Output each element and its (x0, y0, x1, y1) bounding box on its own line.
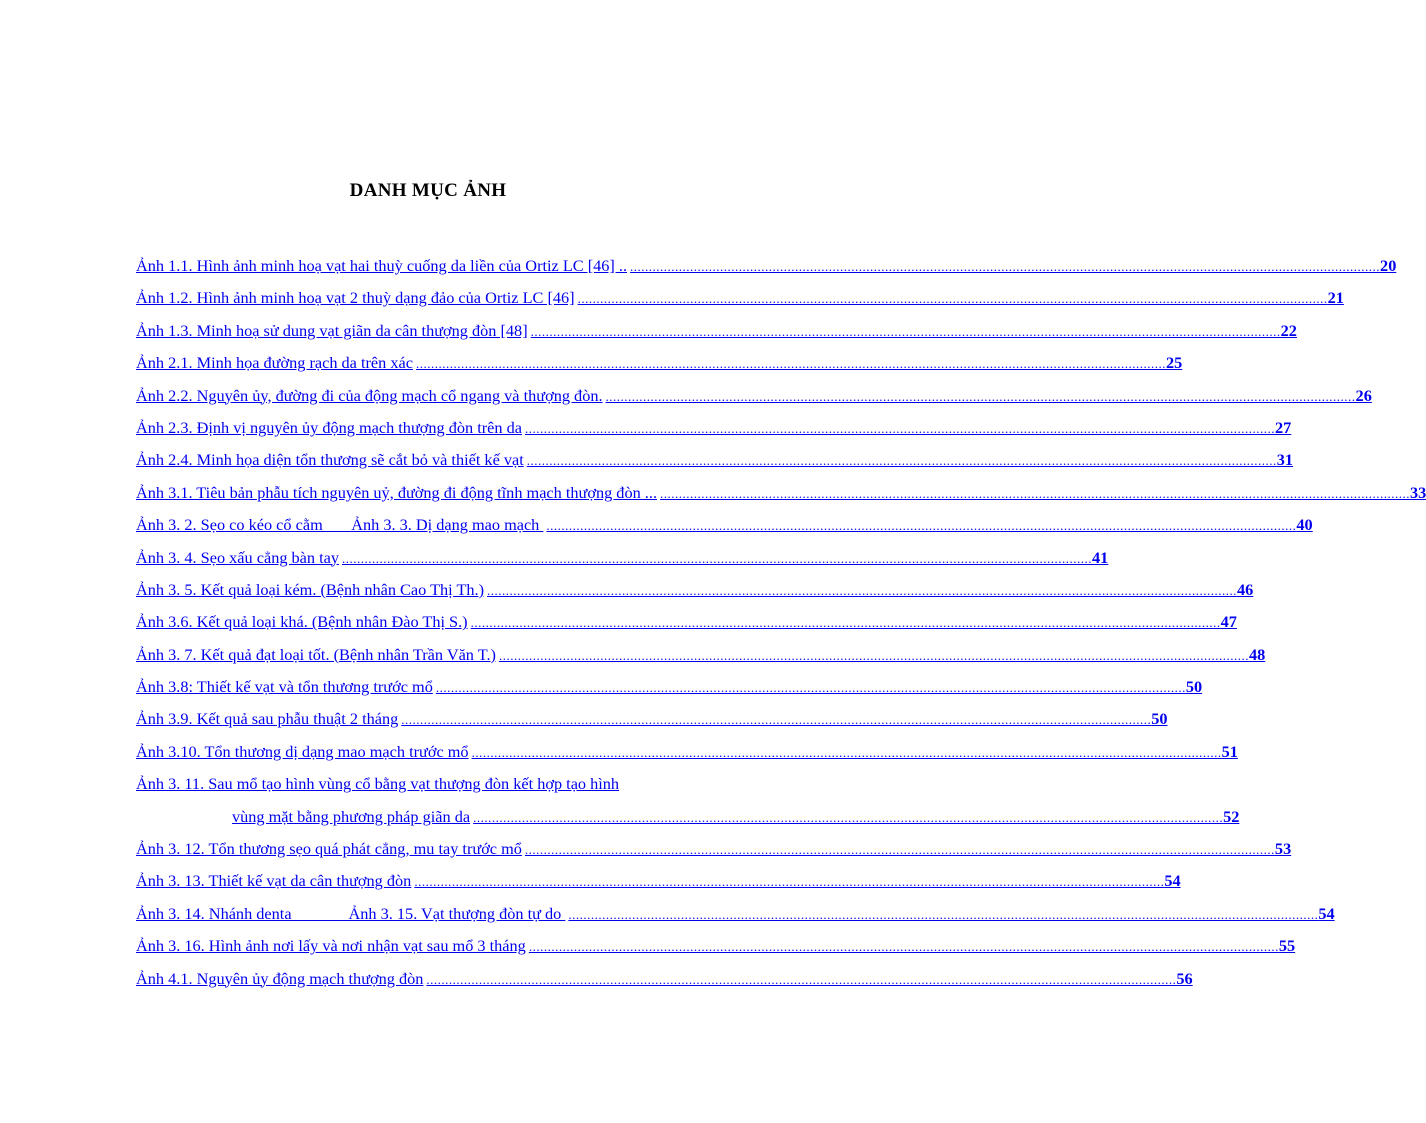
toc-entry-1-2[interactable] (136, 284, 1344, 316)
entry-text: Ảnh 3.6. Kết quả loại khá. (Bệnh nhân Đào Thị S.) (136, 612, 468, 632)
entry-text: Ảnh 3. 16. Hình ảnh nơi lấy và nơi nhận vạt sau mổ 3 tháng (136, 936, 526, 956)
entry-text: Ảnh 3. 11. Sau mổ tạo hình vùng cổ bằng vạt thượng đòn kết hợp tạo hình (136, 774, 620, 794)
entry-page: 50 (1185, 677, 1203, 697)
toc-entry-3-8[interactable] (136, 673, 1203, 705)
leader-dots: ........................................................................................................................................................................................................ (342, 550, 1093, 566)
leader-dots: ........................................................................................................................................................................................................ (530, 323, 1281, 339)
leader-dots: ........................................................................................................................................................................................................ (660, 485, 1411, 501)
entry-text: Ảnh 3.9. Kết quả sau phẫu thuật 2 tháng (136, 709, 399, 729)
entry-text: Ảnh 2.3. Định vị nguyên ủy động mạch thượng đòn trên da (136, 417, 522, 437)
leader-dots: ........................................................................................................................................................................................................ (487, 582, 1238, 598)
toc-entry-3-2[interactable] (136, 511, 1313, 543)
leader-dots: ........................................................................................................................................................................................................ (605, 388, 1356, 404)
entry-page: 54 (1164, 871, 1181, 891)
entry-page: 25 (1165, 353, 1183, 373)
entry-text: Ảnh 1.1. Hình ảnh minh hoạ vạt hai thuỳ cuống da liền của Ortiz LC [46] .. (136, 256, 628, 275)
toc-entry-3-13[interactable] (136, 867, 1181, 899)
entry-text: Ảnh 2.1. Minh họa đường rạch da trên xác (136, 353, 413, 373)
toc-entry-3-7[interactable] (136, 641, 1266, 673)
leader-dots: ........................................................................................................................................................................................................ (470, 615, 1221, 631)
page-title: DANH MỤC ẢNH (349, 180, 507, 201)
entry-text: Ảnh 1.2. Hình ảnh minh hoạ vạt 2 thuỳ dạng đảo của Ortiz LC [46] (136, 288, 575, 308)
entry-page: 26 (1355, 385, 1372, 405)
leader-dots: ........................................................................................................................................................................................................ (524, 842, 1275, 858)
leader-dots: ........................................................................................................................................................................................................ (524, 420, 1275, 436)
entry-text: Ảnh 3. 2. Sẹo co kéo cổ cằm Ảnh 3. 3. Dị dạng mao mạch (136, 515, 544, 535)
entry-page: 27 (1274, 417, 1292, 437)
leader-dots: ........................................................................................................................................................................................................ (568, 906, 1319, 922)
entry-page: 53 (1274, 839, 1292, 859)
entry-page: 55 (1278, 936, 1296, 956)
leader-dots: ........................................................................................................................................................................................................ (426, 971, 1177, 987)
leader-dots: ........................................................................................................................................................................................................ (415, 356, 1166, 372)
leader-dots: ........................................................................................................................................................................................................ (630, 259, 1381, 274)
toc-entry-3-6[interactable] (136, 608, 1237, 640)
toc-entry-1-3[interactable] (136, 317, 1297, 349)
entry-text: vùng mặt bằng phương pháp giãn da (232, 806, 471, 826)
leader-dots: ........................................................................................................................................................................................................ (498, 647, 1249, 663)
entry-text: Ảnh 3. 13. Thiết kế vạt da cân thượng đòn (136, 871, 412, 891)
entry-text: Ảnh 3. 5. Kết quả loại kém. (Bệnh nhân Cao Thị Th.) (136, 579, 485, 599)
entry-page: 56 (1176, 968, 1193, 988)
entry-page: 33 (1410, 482, 1426, 502)
entry-text: Ảnh 2.4. Minh họa diện tổn thương sẽ cắt bỏ và thiết kế vạt (136, 450, 524, 470)
entry-page: 48 (1248, 644, 1266, 664)
entry-page: 40 (1296, 515, 1313, 535)
entry-text: Ảnh 2.2. Nguyên ủy, đường đi của động mạch cổ ngang và thượng đòn. (136, 385, 603, 405)
toc-entry-2-4[interactable] (136, 446, 1294, 478)
entry-page: 31 (1276, 450, 1294, 470)
toc-entry-2-3[interactable] (136, 414, 1292, 446)
entry-page: 50 (1151, 709, 1168, 729)
leader-dots: ........................................................................................................................................................................................................ (546, 518, 1297, 534)
entry-page: 20 (1380, 256, 1397, 275)
leader-dots: ........................................................................................................................................................................................................ (414, 874, 1165, 890)
leader-dots: ........................................................................................................................................................................................................ (471, 744, 1222, 760)
entry-text: Ảnh 3.1. Tiêu bản phẫu tích nguyên uỷ, đường đi động tĩnh mạch thượng đòn ... (136, 482, 658, 502)
toc-entry-3-14[interactable] (136, 900, 1335, 932)
entry-page: 54 (1318, 903, 1335, 923)
entry-text: Ảnh 3. 12. Tổn thương sẹo quá phát cẳng, mu tay trước mổ (136, 839, 522, 859)
entry-page: 22 (1280, 320, 1297, 340)
entry-text: Ảnh 3. 14. Nhánh denta Ảnh 3. 15. Vạt thượng đòn tự do (136, 903, 566, 923)
leader-dots: ........................................................................................................................................................................................................ (528, 939, 1279, 955)
entry-page: 47 (1220, 612, 1237, 632)
toc-entry-3-5[interactable] (136, 576, 1254, 608)
toc-entry-3-9[interactable] (136, 705, 1168, 737)
toc-entry-2-2[interactable] (136, 382, 1372, 414)
leader-dots: ........................................................................................................................................................................................................ (577, 291, 1328, 307)
leader-dots: ........................................................................................................................................................................................................ (401, 712, 1152, 728)
figure-list (136, 252, 1426, 997)
entry-text: Ảnh 1.3. Minh hoạ sử dung vạt giãn da cân thượng đòn [48] (136, 320, 528, 340)
entry-text: Ảnh 4.1. Nguyên ủy động mạch thượng đòn (136, 968, 424, 988)
entry-text: Ảnh 3. 4. Sẹo xấu cẳng bàn tay (136, 547, 340, 567)
entry-page: 52 (1223, 806, 1240, 826)
leader-dots: ........................................................................................................................................................................................................ (473, 809, 1224, 825)
entry-text: Ảnh 3.8: Thiết kế vạt và tổn thương trước mổ (136, 677, 433, 697)
entry-page: 46 (1237, 579, 1254, 599)
toc-entry-1-1[interactable] (136, 252, 1397, 284)
toc-entry-2-1[interactable] (136, 349, 1183, 381)
entry-text: Ảnh 3.10. Tổn thương dị dạng mao mạch trước mổ (136, 741, 469, 761)
toc-entry-3-12[interactable] (136, 835, 1292, 867)
toc-entry-3-1[interactable] (136, 479, 1426, 511)
toc-entry-3-11-cont[interactable] (136, 803, 1240, 835)
leader-dots: ........................................................................................................................................................................................................ (526, 453, 1277, 469)
toc-entry-3-16[interactable] (136, 932, 1296, 964)
entry-text: Ảnh 3. 7. Kết quả đạt loại tốt. (Bệnh nhân Trần Văn T.) (136, 644, 496, 664)
toc-entry-3-4[interactable] (136, 544, 1109, 576)
leader-dots: ........................................................................................................................................................................................................ (435, 680, 1186, 696)
entry-page: 41 (1092, 547, 1109, 567)
toc-entry-4-1[interactable] (136, 965, 1193, 997)
entry-page: 21 (1327, 288, 1344, 308)
toc-entry-3-10[interactable] (136, 738, 1238, 770)
toc-entry-3-11[interactable] (136, 770, 739, 802)
entry-page: 51 (1221, 741, 1238, 761)
